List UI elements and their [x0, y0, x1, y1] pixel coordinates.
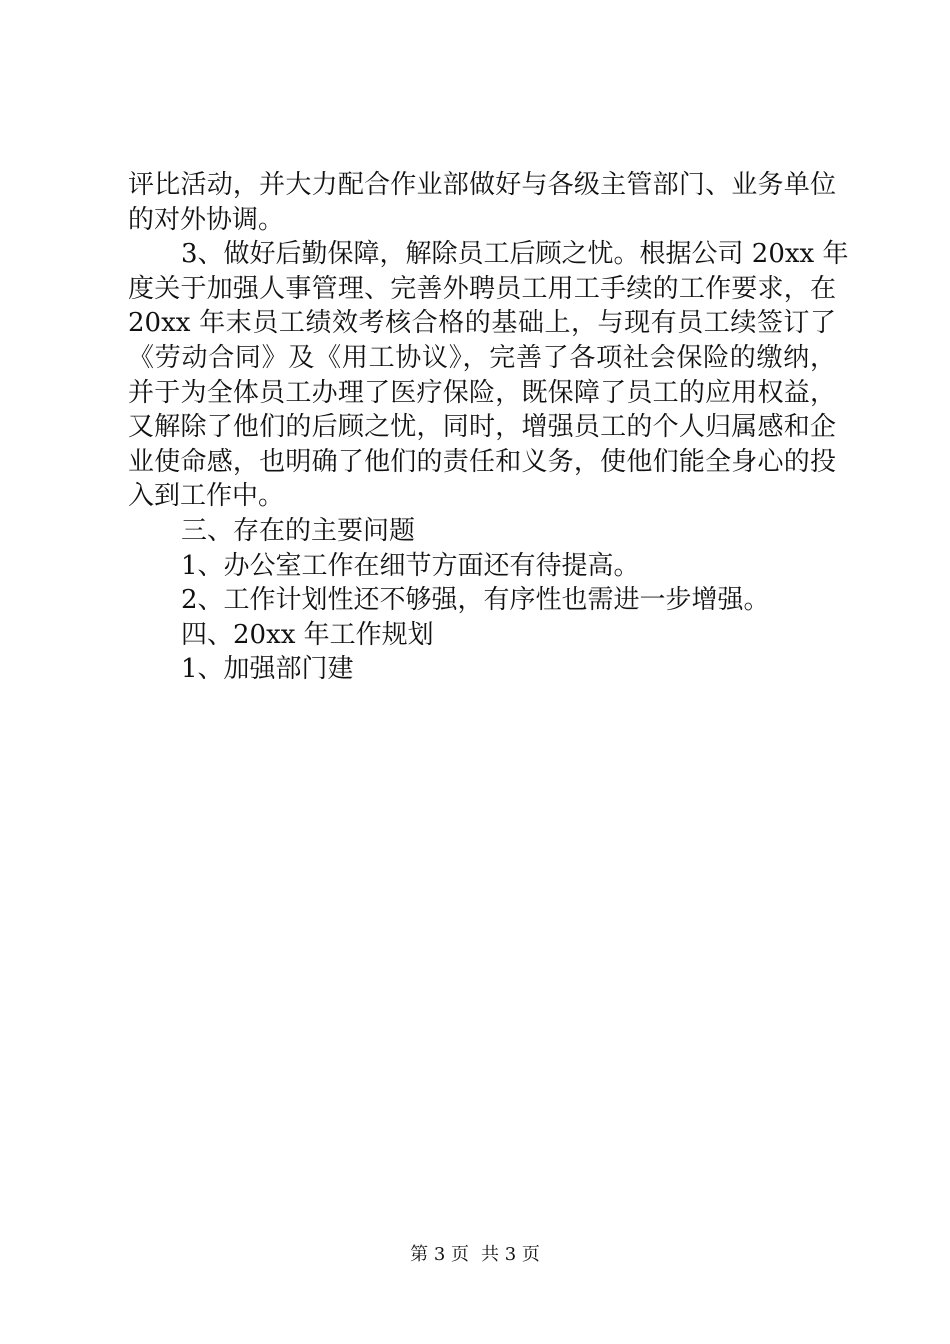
paragraph-line: 的对外协调。 [128, 204, 285, 235]
paragraph-line: 并于为全体员工办理了医疗保险，既保障了员工的应用权益， [128, 377, 836, 408]
paragraph-line: 20xx 年末员工绩效考核合格的基础上，与现有员工续签订了 [128, 308, 836, 339]
document-body [128, 168, 849, 687]
paragraph-line: 度关于加强人事管理、完善外聘员工用工手续的工作要求，在 [128, 273, 836, 304]
paragraph-line: 又解除了他们的后顾之忧，同时，增强员工的个人归属感和企 [128, 412, 836, 443]
paragraph-line: 3、做好后勤保障，解除员工后顾之忧。根据公司 20xx 年 [181, 239, 849, 270]
paragraph-line: 入到工作中。 [128, 481, 285, 512]
section-heading: 四、20xx 年工作规划 [181, 619, 434, 650]
list-item: 1、办公室工作在细节方面还有待提高。 [181, 550, 640, 581]
paragraph-line: 评比活动，并大力配合作业部做好与各级主管部门、业务单位 [128, 170, 836, 200]
page-number: 第 3 页 [410, 1244, 469, 1265]
paragraph-line: 《劳动合同》及《用工协议》，完善了各项社会保险的缴纳， [128, 342, 836, 373]
page-total: 共 3 页 [481, 1244, 540, 1265]
list-item: 2、工作计划性还不够强，有序性也需进一步增强。 [181, 585, 770, 616]
paragraph-line: 业使命感，也明确了他们的责任和义务，使他们能全身心的投 [128, 446, 836, 477]
list-item: 1、加强部门建 [181, 654, 354, 685]
section-heading: 三、存在的主要问题 [181, 515, 416, 546]
page-footer [0, 1244, 950, 1266]
